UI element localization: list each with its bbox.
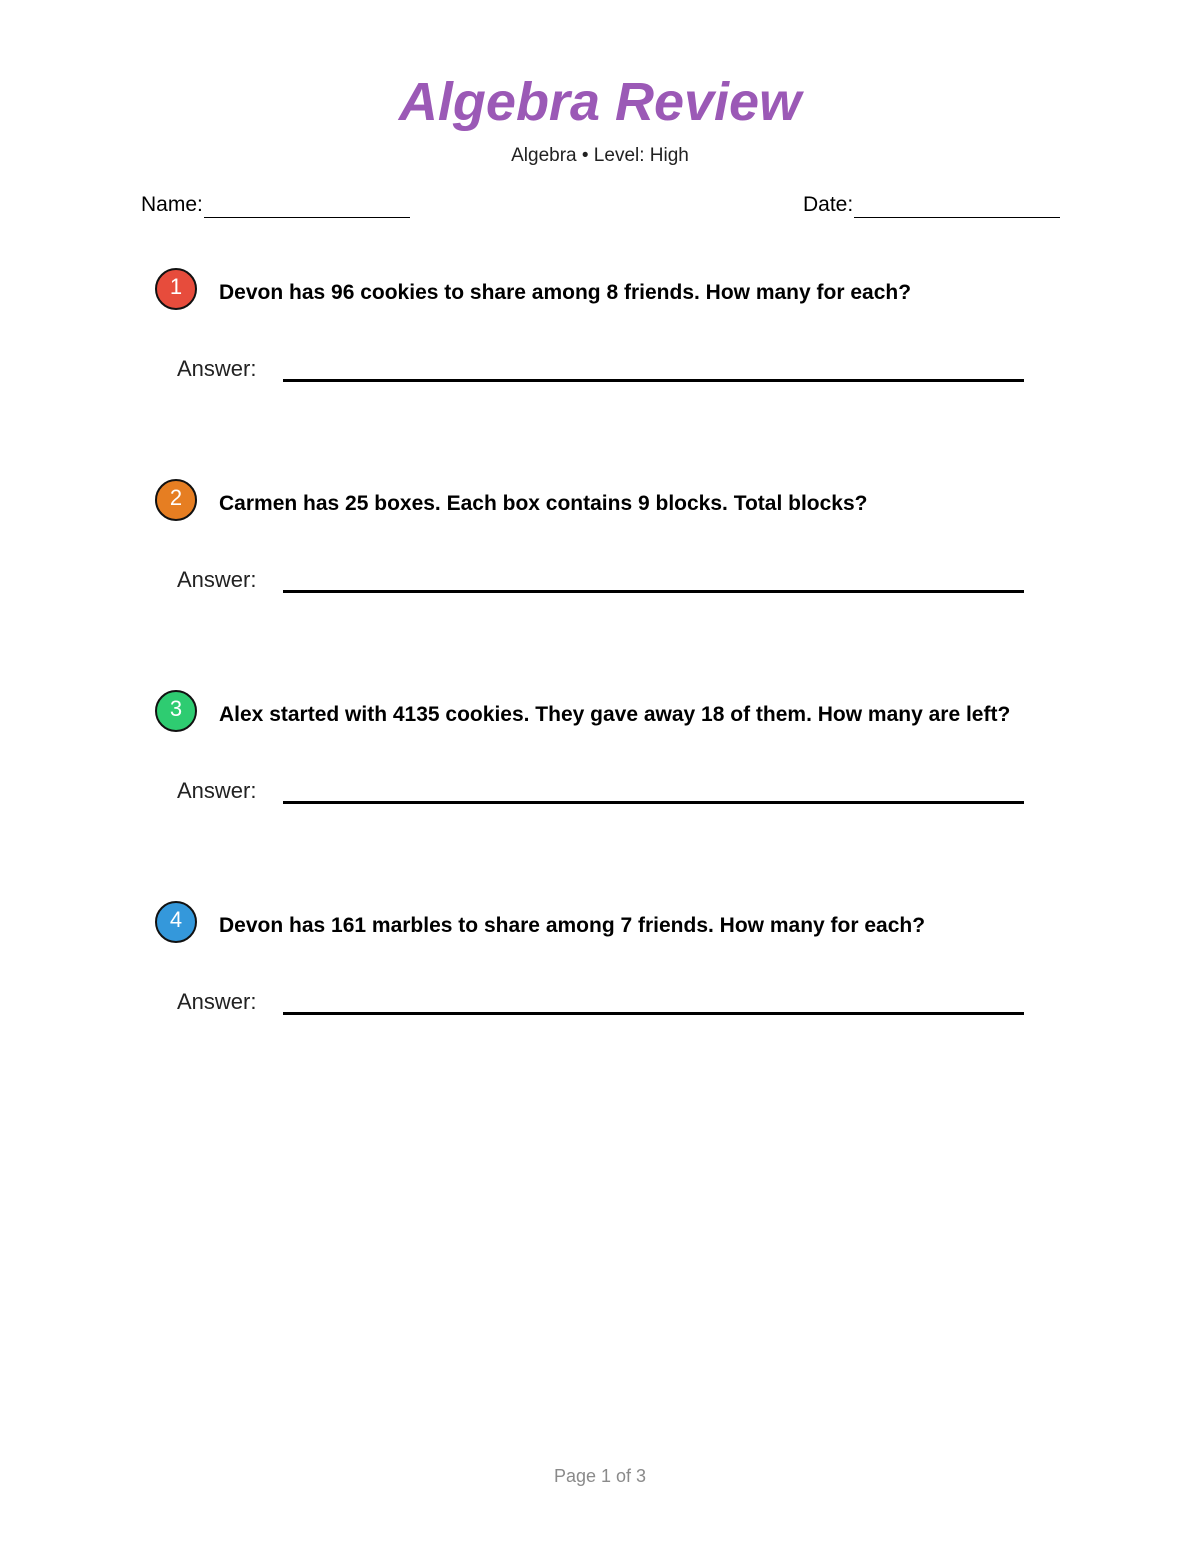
date-field[interactable]: [803, 192, 1060, 218]
answer-line[interactable]: [283, 590, 1024, 593]
answer-label: Answer:: [177, 989, 257, 1014]
question-number-badge: 4: [155, 901, 197, 943]
question-text: Alex started with 4135 cookies. They gave away 18 of them. How many are left?: [219, 703, 1011, 726]
answer-label: Answer:: [177, 567, 257, 592]
question-number-badge: 3: [155, 690, 197, 732]
question-text: Devon has 161 marbles to share among 7 friends. How many for each?: [219, 914, 926, 937]
worksheet-title: Algebra Review: [398, 72, 802, 132]
answer-label: Answer:: [177, 356, 257, 381]
date-label: Date:: [803, 193, 854, 216]
question-3: [0, 690, 1200, 890]
answer-line[interactable]: [283, 1012, 1024, 1015]
question-text: Devon has 96 cookies to share among 8 friends. How many for each?: [219, 281, 912, 304]
question-2: [0, 479, 1200, 679]
question-4: [0, 901, 1200, 1101]
answer-line[interactable]: [283, 379, 1024, 382]
name-blank-line[interactable]: [204, 197, 410, 218]
worksheet-subtitle: Algebra • Level: High: [511, 145, 689, 166]
question-1: [0, 268, 1200, 468]
question-number-badge: 2: [155, 479, 197, 521]
answer-label: Answer:: [177, 778, 257, 803]
page-number: Page 1 of 3: [553, 1466, 647, 1486]
date-blank-line[interactable]: [854, 197, 1060, 218]
name-label: Name:: [141, 193, 203, 216]
name-field[interactable]: [141, 192, 410, 218]
question-number-badge: 1: [155, 268, 197, 310]
question-text: Carmen has 25 boxes. Each box contains 9 blocks. Total blocks?: [219, 492, 868, 515]
answer-line[interactable]: [283, 801, 1024, 804]
